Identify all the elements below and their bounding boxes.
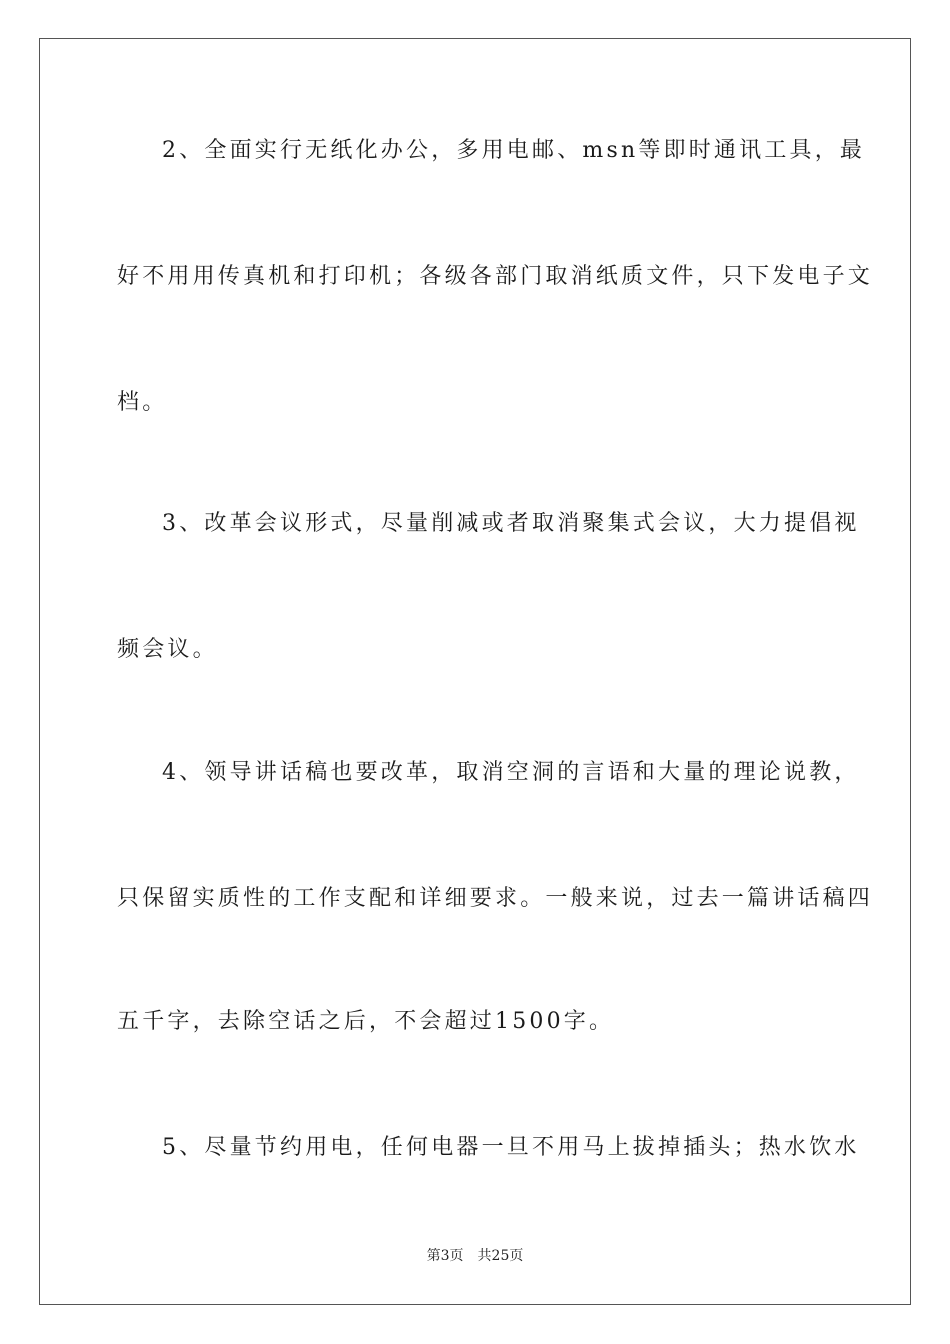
- text-line: 五千字，去除空话之后，不会超过1500字。: [117, 1009, 615, 1034]
- text-line: 只保留实质性的工作支配和详细要求。一般来说，过去一篇讲话稿四: [117, 886, 874, 911]
- page-number-footer: 第3页 共25页: [426, 1248, 524, 1264]
- page-frame: [39, 38, 911, 1305]
- text-line: 5、尽量节约用电，任何电器一旦不用马上拔掉插头；热水饮水: [162, 1135, 860, 1160]
- text-line: 好不用用传真机和打印机；各级各部门取消纸质文件，只下发电子文: [117, 264, 874, 289]
- text-line: 频会议。: [117, 637, 218, 662]
- text-line: 档。: [117, 390, 168, 415]
- text-line: 2、全面实行无纸化办公，多用电邮、msn等即时通讯工具，最: [162, 138, 866, 163]
- text-line: 3、改革会议形式，尽量削减或者取消聚集式会议，大力提倡视: [162, 511, 860, 536]
- text-line: 4、领导讲话稿也要改革，取消空洞的言语和大量的理论说教，: [162, 760, 860, 785]
